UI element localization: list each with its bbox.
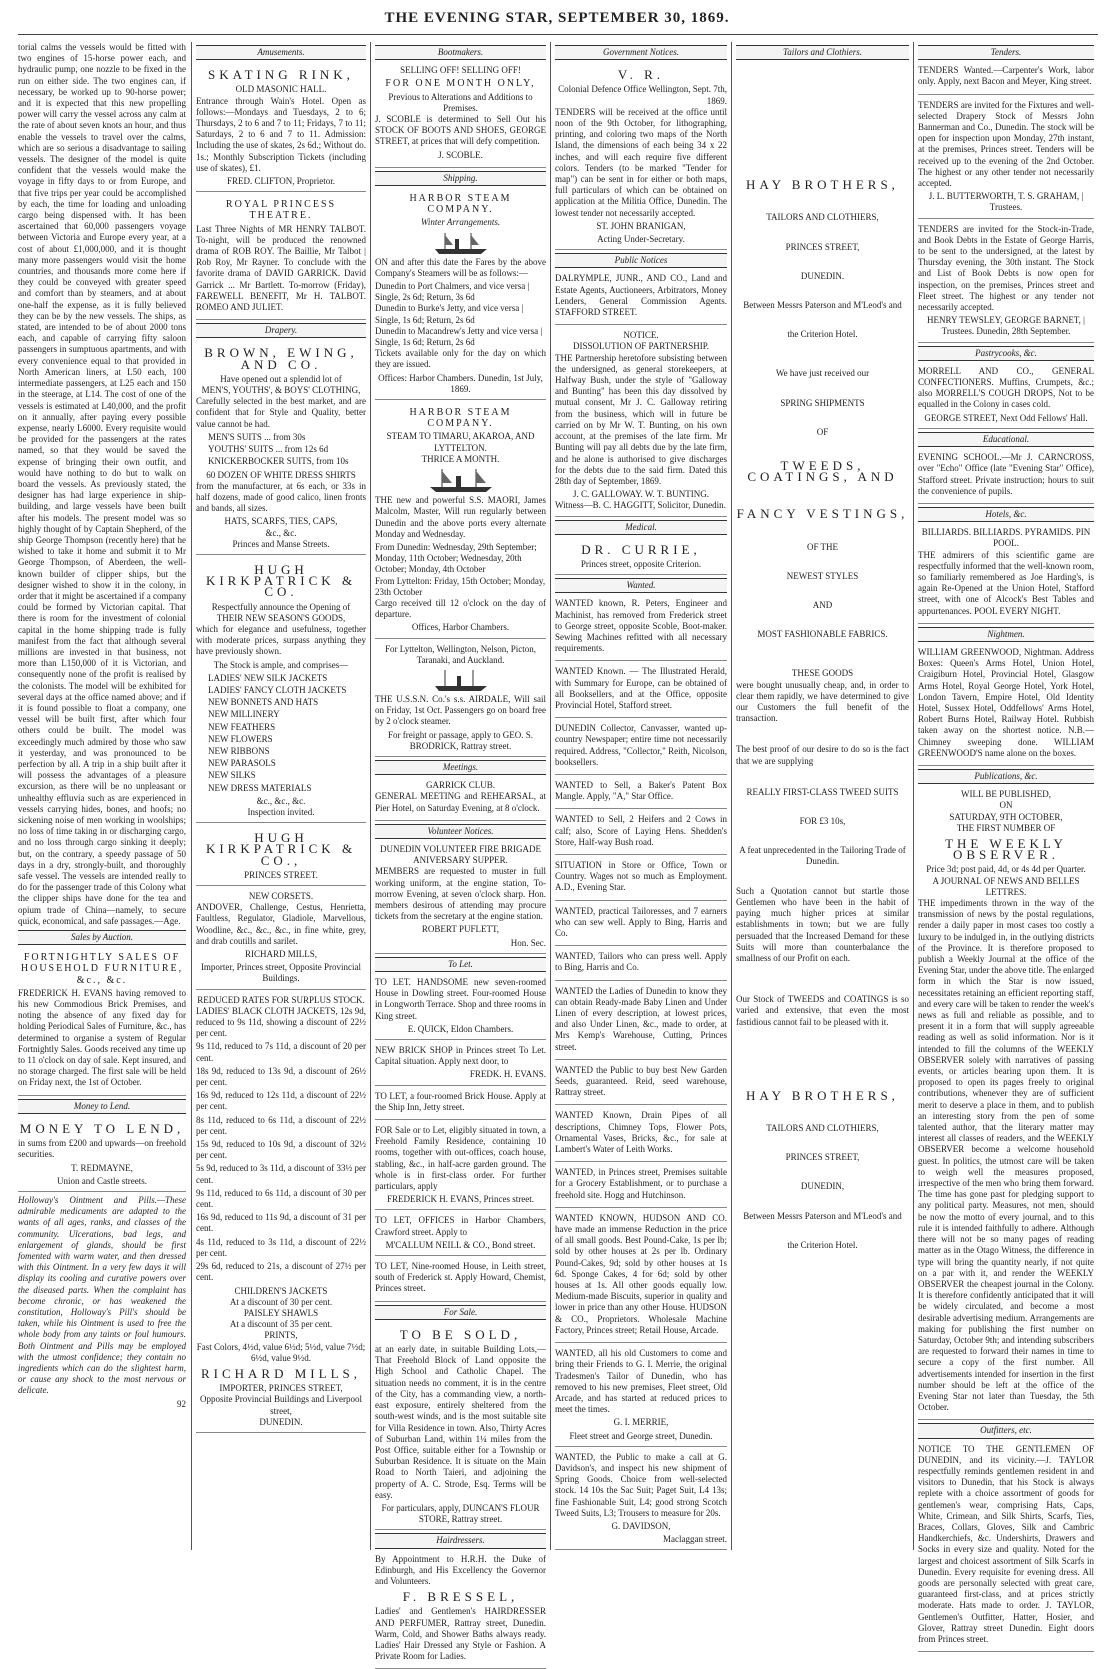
ad-wanted [555,858,727,901]
ad-heading: NEWEST STYLES [786,570,859,581]
ad-city: DUNEDIN, [800,1181,845,1192]
column-divider [191,42,192,1550]
list-item: 29s 6d, reduced to 21s, a discount of 27½ per cent. [196,1261,366,1283]
ad-body: WANTED Known, Drain Pipes of all descriptions, Chimney Tops, Flower Pots, Ornamental Vases, Bricks, &c., for sale at Lambert's Water of Leith Works. [555,1110,727,1155]
ad-harbor-steam-2 [375,403,546,638]
ad-wanted [555,1063,727,1106]
ad-body: TENDERS Wanted.—Carpenter's Work, labor only. Apply, next Bacon and Meyer, King street. [918,65,1094,87]
ad-text: IMPORTER, PRINCES STREET, [219,1383,343,1394]
ad-body: ANDOVER, Challenge, Cestus, Henrietta, Faultless, Regulator, Gladiole, Marvellous, Woodline, &c., &c., &c., in fine white, grey, and drab coutills and sarilet. [196,902,366,946]
ad-text: The Stock is ample, and comprises— [213,659,349,670]
ad-billiards [918,525,1094,624]
section-header-bootmakers: Bootmakers. [375,45,546,60]
ad-title: HAY BROTHERS, [746,177,899,193]
ad-wanted-merrie [555,1346,727,1447]
section-header-shipping: Shipping. [375,171,546,186]
ad-body: WANTED, the Public to make a call at G. Davidson's, and inspect his new shipment of Spring Goods. Choice from well-selected stock. 14 10s the Sac Suit; Paget Suit, L4 13s; fine Fashionable Suit, L4; good strong Scotch Tweed Suits, L3; Trousers to measure for 20s. [555,1451,727,1518]
ad-hugh-kirkpatrick [196,558,366,823]
section-header-tailors: Tailors and Clothiers. [736,45,909,60]
ad-title: FORTNIGHTLY SALES OF HOUSEHOLD FURNITURE, &c., &c. [20,952,184,986]
column-3 [375,42,546,1662]
ad-evening-school [918,450,1094,504]
ad-text: OF [816,426,829,437]
ad-money-to-lend [18,1117,186,1192]
ad-wanted [555,984,727,1060]
ad-body: NEW BRICK SHOP in Princes street To Let. Capital situation. Apply next door, to [375,1045,546,1067]
ad-title: DUNEDIN VOLUNTEER FIRE BRIGADE ANIVERSARY SUPPER. [379,843,542,866]
ad-heading: MOST FASHIONABLE FABRICS. [757,629,888,640]
ad-body: TO LET, a four-roomed Brick House. Apply at the Ship Inn, Jetty street. [375,1090,546,1112]
ad-title: HARBOR STEAM COMPANY. [409,193,512,216]
section-header-wanted: Wanted. [555,578,727,593]
ad-wanted [555,904,727,947]
ad-title: NOTICE. [623,330,659,341]
ad-harbor-steam [375,189,546,400]
ad-reduced-rates [196,993,366,1433]
ad-body: WANTED the Ladies of Dunedin to know they can obtain Ready-made Baby Linen and Under Linen of every description, at lowest prices, and also Under Linen, &c., made to order, at Mrs Kemp's Warehouse, Cutting, Princes street. [555,985,727,1052]
ad-address: Opposite Provincial Buildings and Liverpool street, [200,1394,362,1416]
ad-heading: REDUCED RATES FOR SURPLUS STOCK. [197,994,365,1005]
ad-body: EVENING SCHOOL.—Mr J. CARNCROSS, over "Echo" Office (late "Evening Star" Office), Stafford street. Private instruction; hours to suit the convenience of pupils. [918,452,1094,496]
ad-taylor [918,1442,1094,1653]
ad-body: WANTED known, R. Peters, Engineer and Machinist, has removed from Frederick street to George street, opposite Scoble, Boot-maker. Sewing Machines refitted with all necessary requirements. [555,598,727,654]
list-item: From Dunedin: Wednesday, 29th September; Monday, 11th October; Wednesday, 20th October; Monday, 4th October [375,541,537,575]
ad-body: SITUATION in Store or Office, Town or Country. Wages not so much as Employment. A.D., Evening Star. [555,859,727,893]
ad-corsets [196,889,366,990]
ad-address: Fleet street and George street, Dunedin. [569,1430,713,1441]
list-item: MEN'S SUITS ... from 30s [208,431,306,442]
section-header-outfitters: Outfitters, etc. [918,1423,1094,1438]
ad-wanted-davidson [555,1450,727,1551]
ad-body: WANTED Known. — The Illustrated Herald, with Summary for Europe, can be obtained of all Booksellers, and at the Office, opposite Provincial Hotel, Stafford street. [555,666,727,710]
column-1 [18,42,186,1552]
ad-address: the Criterion Hotel. [787,329,858,340]
ad-body: NOTICE TO THE GENTLEMEN OF DUNEDIN, and its vicinity.—J. TAYLOR respectfully reminds gentlemen resident in and visitors to Dunedin, that his Stock is always replete with a choice assortment of goods for gentlemen's wear, comprising Hats, Caps, White, Crimean, and Silk Shirts, Scarfs, Ties, Braces, Collars, Gloves, Silk and Cambric Handkerchiefs, &c. Undershirts, Drawers and Socks in every size and quality. Noted for the largest and choicest assortment of Silk Scarfs in Dunedin. Every requisite for evening dress. All goods are personally selected with great care, guaranteed first-class, and at prices strictly moderate. Hats made to order. J. TAYLOR, Gentlemen's Outfitter, Hatter, Hosier, and Glover, Rattray street Dunedin. Eight doors from Princes street. [918,1443,1094,1644]
ad-title: BROWN, EWING, AND CO. [204,345,358,372]
ad-body: TO LET. HANDSOME new seven-roomed House in Dowling street. Four-roomed House in Longworth Terrace. Shop and three rooms in King street. [375,977,546,1021]
ad-street: PRINCES STREET, [785,241,860,252]
ad-body: WANTED the Public to buy best New Garden Seeds, guaranteed. Reid, seed warehouse, Rattray street. [555,1064,727,1098]
column-5 [736,42,909,1552]
section-header-meetings: Meetings. [375,760,546,775]
ad-body: TENDERS are invited for the Fixtures and well-selected Drapery Stock of Messrs John Bannerman and Co., Dunedin. The stock will be open for inspection upon Monday, 27th instant, at the premises, Princes street. Tenders will be received up to the evening of the 2nd October. The highest or any other tender not necessarily accepted. [918,99,1094,189]
section-header-amusements: Amusements. [196,45,366,60]
list-item: 5s 9d, reduced to 3s 11d, a discount of 33½ per cent. [196,1163,366,1185]
ad-price: FOR £3 10s, [799,816,846,827]
list-item: Dunedin to Macandrew's Jetty and vice versa | Single, 1s 6d; Return, 2s 6d [375,325,543,348]
ad-price: Price 3d; post paid, 4d, or 4s 4d per Quarter. [926,864,1086,875]
ad-heading: 60 DOZEN OF WHITE DRESS SHIRTS [206,469,356,480]
ad-heading: PRINTS, [264,1330,298,1341]
ad-heading: CHILDREN'S JACKETS [234,1285,328,1296]
ad-text: Have opened out a splendid lot of [220,373,342,384]
ad-title: F. BRESSEL, [402,1589,519,1605]
section-header-medical: Medical. [555,520,727,535]
ad-signature: T. REDMAYNE, [71,1162,133,1173]
list-item: LADIES' BLACK CLOTH JACKETS, 12s 9d, reduced to 9s 11d, showing a discount of 22½ per cent. [196,1005,366,1039]
ad-address: PRINCES STREET. [244,869,318,880]
ad-body: WANTED, Tailors who can press well. Apply to Bing, Harris and Co. [555,951,727,973]
ad-signature: FRED. CLIFTON, Proprietor. [226,176,336,187]
ad-signature: For particulars, apply, DUNCAN'S FLOUR STORE, Rattray street. [381,1502,540,1525]
ad-body: THE Partnership heretofore subsisting between the undersigned, as general storekeepers, at Halfway Bush, under the style of "Galloway and Bunting" has been this day dissolved by mutual consent, Mr J. C. Galloway retiring from the business, which will in future be carried on by Mr W. T. Bunting, on his own account, at the premises of the late firm. Mr Bunting will pay all debts due by the late firm, and he alone is authorised to give discharges for the debts due to the said firm. Dated this 28th day of September, 1869. [555,352,727,486]
ad-wanted [555,1211,727,1343]
ad-signature: J. L. BUTTERWORTH, T. S. GRAHAM, | Trustees. [928,191,1084,213]
suit-price-list [208,432,366,468]
ad-text: Inspection invited. [247,806,315,817]
ad-title: ROYAL PRINCESS THEATRE. [225,199,337,222]
ad-note: Tickets available only for the day on which they are issued. [375,348,546,370]
list-item: 18s 9d, reduced to 13s 9d, a discount of 26½ per cent. [196,1065,366,1088]
ad-signature: ROBERT PUFLETT, [421,924,500,935]
ad-body: THE U.S.S.N. Co.'s s.s. AIRDALE, Will sail on Friday, 1st Oct. Passengers go on board free by 2 o'clock steamer. [375,693,546,727]
list-item: LADIES' FANCY CLOTH JACKETS [208,684,347,695]
masthead: THE EVENING STAR, SEPTEMBER 30, 1869. [384,10,730,26]
ad-scoble [375,63,546,168]
ad-subtitle: THRICE A MONTH. [421,453,500,464]
ad-body: THE new and powerful S.S. MAORI, James Malcolm, Master, Will run regularly between Dunedin and the above ports every alternate Monday and Wednesday. [375,495,546,539]
ad-signature: G. I. MERRIE, [613,1417,669,1428]
section-header-for-sale: For Sale. [375,1305,546,1320]
list-item: NEW FLOWERS [208,733,273,744]
ad-title: HUGH KIRKPATRICK & CO., [205,830,357,868]
ad-weekly-observer [918,787,1094,1420]
ad-address: Between Messrs Paterson and M'Leod's and [743,300,902,311]
ad-garrick-club [375,778,546,821]
ad-body: FOR Sale or to Let, eligibly situated in town, a Freehold Family Residence, containing 10 rooms, together with out-offices, coach house, stabling, &c., in half-acre garden ground. The whole is in first-class order. For further particulars, apply [375,1125,546,1192]
section-header-hairdressers: Hairdressers. [375,1533,546,1548]
steamship-icon [431,231,491,255]
ad-body: MEMBERS are requested to muster in full working uniform, at the engine station, To-morrow Evening, at seven o'clock sharp. Hon. members desirous of attending may procure tickets from the secretary at the engine station. [375,866,546,922]
ad-body: were bought unusually cheap, and, in order to clear them rapidly, we have determined to give our Customers the full benefit of the transaction. [736,679,909,724]
ad-title: GARRICK CLUB. [425,780,495,791]
ad-heading: HATS, SCARFS, TIES, CAPS, [224,516,338,527]
ad-body: in sums from £200 and upwards—on freehold securities. [18,1138,186,1160]
ad-street: PRINCES STREET, [785,1152,860,1163]
ad-body: FREDERICK H. EVANS having removed to his new Commodious Brick Premises, and noting the absence of any fixed day for holding Periodical Sales of Furniture, &c., has determined to organise a system of Regular Fortnightly Sales. Goods received any time up to 11 o'clock on day of sale. Kept insured, and no storage charged. The first sale will be held on Friday next, the 1st of October. [18,987,186,1088]
ad-city: DUNEDIN. [800,270,845,281]
column-divider [913,42,914,1550]
ad-signature: J. SCOBLE. [438,149,483,160]
list-item: NEW SILKS [208,770,256,781]
section-header-hotels: Hotels, &c. [918,507,1094,522]
ad-body: GENERAL MEETING and REHEARSAL, at Pier Hotel, on Saturday Evening, at 8 o'clock. [375,791,546,813]
column-divider [731,42,732,1550]
ad-title: BILLIARDS. BILLIARDS. PYRAMIDS. PIN POOL. [921,527,1091,549]
list-item: From Lyttelton: Friday, 15th October; Monday, 23th October [375,575,546,597]
ad-text: We have just received our [775,368,870,379]
ad-text: &c., &c. [265,527,297,538]
ad-heading: THESE GOODS [791,668,854,679]
list-item: Dunedin to Burke's Jetty, and vice versa | Single, 1s 6d; Return, 2s 6d [375,303,524,325]
ad-signature: E. QUICK, Eldon Chambers. [407,1023,514,1034]
list-item: YOUTHS' SUITS ... from 12s 6d [208,444,329,455]
ad-heading: SPRING SHIPMENTS [780,397,865,408]
ad-address: Union and Castle streets. [57,1175,147,1186]
ad-title: V. R. [617,67,665,83]
ad-dalrymple [555,271,727,325]
ad-heading: THEIR NEW SEASON'S GOODS, [216,612,346,623]
list-item: 15s 9d, reduced to 10s 9d, a discount of 32½ per cent. [196,1139,366,1161]
ad-bressel [375,1552,546,1669]
ad-body: WANTED to Sell, a Baker's Patent Box Mangle. Apply, "A," Star Office. [555,779,727,802]
ad-wanted [555,812,727,855]
page-number: 92 [177,1398,186,1409]
section-header-publications: Publications, &c. [918,769,1094,784]
ad-body: WILLIAM GREENWOOD, Nightman. Address Boxes: Queen's Arms Hotel, Union Hotel, Craigiburn Hotel, Provincial Hotel, Glasgow Arms Hotel, Royal George Hotel, York Hotel, London Tavern, Empire Hotel, Old Identity Hotel, Sussex Hotel, Oddfellows' Arms Hotel, Robert Burns Hotel, Railway Hotel. Rubbish taken away on the shortest notice. N.B.—Chimney sweeping done. WILLIAM GREENWOOD'S name alone on the boxes. [918,646,1094,758]
ad-subtitle: Winter Arrangements. [420,217,501,228]
ad-address: the Criterion Hotel. [787,1239,858,1250]
ad-let-5 [375,1213,546,1256]
ad-text: At a discount of 35 per cent. [229,1319,333,1330]
column-2 [196,42,366,1552]
ad-wanted [555,949,727,980]
list-item: NEW FEATHERS [208,721,276,732]
ad-address: Princes and Manse Streets. [232,538,330,549]
ad-title: THE WEEKLY OBSERVER. [945,835,1067,863]
list-item: 16s 9d, reduced to 12s 11d, a discount of 22½ per cent. [196,1090,366,1112]
ad-body: WANTED KNOWN, HUDSON AND CO. have made an immense Reduction in the price of all small goods. Best Pound-Cake, 1s per lb; sold by other houses at 2s per lb. Ordinary Pound-Cakes, 9d; sold by other houses at 1s 6d. Sponge Cakes, 4 for 6d; sold by other houses at 1s. All other goods equally low. Medium-made Biscuits, superior in quality and lower in price than any other House. HUDSON & CO., Proprietors. Wholesale Machine Factory, Princes street; Retail House, Arcade. [555,1212,727,1335]
section-header-sales: Sales by Auction. [18,930,186,945]
ad-body: from the manufacturer, at 6s each, or 33s in half dozens, made of good calico, linen fronts and bands, all sizes. [196,480,366,514]
ad-dr-currie [555,538,727,575]
list-item: KNICKERBOCKER SUITS, from 10s [208,456,349,467]
ad-address: Importer, Princes street, Opposite Provincial Buildings. [200,962,362,984]
section-header-to-let: To Let. [375,957,546,972]
ad-signature: RICHARD MILLS, [200,1365,361,1381]
ad-furniture-sales [18,948,186,1095]
ad-body: THE admirers of this scientific game are respectfully informed that the well-known room, so familiarly remembered as Joe Harding's, is again Re-Opened at the Union Hotel, Stafford street, with one of Alcock's Best Tables and appurtenances. POOL EVERY NIGHT. [918,549,1094,616]
ad-fire-brigade [375,842,546,954]
ad-title: SELLING OFF! SELLING OFF! [400,65,521,76]
ad-body: TENDERS are invited for the Stock-in-Trade, and Book Debts in the Estate of George Harris, to be sent to the undersigned, at the latest by Thursday evening, the 30th instant. The Stock and List of Book Debts is now open for inspection, on the premises, Princes street and Fleet street. The highest or any tender not necessarily accepted. [918,223,1094,313]
ad-body: TENDERS will be received at the office until noon of the 9th October, for lithographing, printing, and coloring two maps of the North Island, the dimensions of each being 34 x 22 inches, and will each require five different colors. Tenders (to be marked "Tender for map") can be sent in for either or both maps, full particulars of which can be obtained on application at the Militia Office, Dunedin. The lowest tender not necessarily accepted. [555,106,727,218]
ad-signature: For freight or passage, apply to GEO. S. BRODRICK, Rattray street. [388,729,533,751]
ad-body: J. SCOBLE is determined to Sell Out his STOCK OF BOOTS AND SHOES, GEORGE STREET, at prices that will defy competition. [375,114,546,147]
ad-address: Between Messrs Paterson and M'Leod's and [743,1210,902,1221]
ad-text: ON [999,800,1013,811]
ad-body: which for elegance and usefulness, together with moderate prices, surpass anything they have previously shown. [196,623,366,657]
ad-wanted [555,596,727,661]
ad-signature: RICHARD MILLS, [244,949,317,960]
ad-text: AND [812,600,833,611]
ad-brown-ewing [196,341,366,554]
ad-body: TO LET, Nine-roomed House, in Leith street, south of Frederick st. Apply Howard, Chemist, Princes street. [375,1261,546,1294]
ad-signature: G. DAVIDSON, [611,1520,671,1531]
list-item: NEW RIBBONS [208,745,270,756]
ad-wanted [555,664,727,718]
section-header-educational: Educational. [918,432,1094,447]
ad-greenwood [918,645,1094,766]
ad-body: TO LET, OFFICES in Harbor Chambers, Crawford street. Apply to [375,1215,546,1237]
ad-title: HUGH KIRKPATRICK & CO. [205,561,357,600]
ad-heading: TWEEDS, COATINGS, AND [747,458,898,485]
ad-address: GEORGE STREET, Next Odd Fellows' Hall. [924,412,1088,423]
ad-heading: NEW CORSETS. [248,891,314,901]
ad-heading: MEN'S, YOUTHS', & BOYS' CLOTHING, [201,385,361,396]
ad-city: DUNEDIN. [259,1416,303,1427]
section-header-volunteer: Volunteer Notices. [375,824,546,839]
ad-wanted [555,778,727,809]
ad-title: TO BE SOLD, [399,1326,522,1342]
ad-airdale [375,642,546,757]
ad-address: Offices, Harbor Chambers. [411,622,510,633]
ad-skating-rink [196,63,366,192]
column-divider [370,42,371,1550]
column-divider [550,42,551,1550]
ad-let-4 [375,1123,546,1210]
column-6 [918,42,1095,1644]
ad-tender [918,63,1094,94]
ad-heading: FOR ONE MONTH ONLY, [385,78,536,90]
ad-text: For Lyttelton, Wellington, Nelson, Picton, Taranaki, and Auckland. [384,643,537,665]
list-item: Dunedin to Port Chalmers, and vice versa | Single, 2s 6d; Return, 3s 6d [375,281,530,303]
list-item: 4s 11d, reduced to 3s 11d, a discount of 22½ per cent. [196,1236,366,1258]
ad-subtitle: Previous to Alterations and Additions to Premises. [388,91,533,113]
ad-text: THE FIRST NUMBER OF [956,822,1056,833]
ad-note: Cargo received till 12 o'clock on the day of departure. [375,597,546,620]
section-header-tenders: Tenders. [918,45,1094,60]
ad-subtitle: OLD MASONIC HALL. [235,84,327,95]
ad-subtitle: STEAM TO TIMARU, AKAROA, AND LYTTELTON. [386,431,535,453]
holloway-notice: Holloway's Ointment and Pills.—These admirable medicaments are adapted to the wants of all ages, ranks, and classes of the community. Ulcerations, bad legs, and enlargement of glands, should be first fomented with warm water, and then dressed with this Ointment. In a very few days it will display its cooling and curative powers over the diseased parts. When the complaint has become chronic, or has weakened the constitution, Holloway's Pill's should be taken, while his Ointment is used to free the whole body from any taints or foul humours. Both Ointment and Pills may be employed with the utmost confidence; they contain no ingredients which can do the slightest harm, or cause any shock to the most nervous or delicate. [18,1194,186,1396]
list-item: 9s 11d, reduced to 6s 11d, a discount of 30 per cent. [196,1187,366,1210]
ad-body: MORRELL AND CO., GENERAL CONFECTIONERS. Muffins, Crumpets, &c.; also MORRELL'S COUGH DROPS, Not to be equalled in the Colony in cases cold. [918,365,1094,410]
section-header-nightmen: Nightmen. [918,627,1094,642]
ad-body: Last Three Nights of MR HENRY TALBOT. To-night, will be produced the renowned drama of ROB ROY. The Baillie, Mr Talbot | Rob Roy, Mr Rayner. To conclude with the favorite drama of DAVID GARRICK. David Garrick ... Mr Bartlett. To-morrow (Friday), FAREWELL BENEFIT, Mr H. TALBOT. ROMEO AND JULIET. [196,223,366,313]
steamship-icon [426,467,496,493]
ad-text: OF THE [806,541,839,552]
list-item: NEW PARASOLS [208,758,276,769]
section-header-drapery: Drapery. [196,323,366,338]
ad-body: WANTED to Sell, 2 Heifers and 2 Cows in calf; also, Score of Laying Hens. Shedden's Store, Half-way Bush road. [555,814,727,847]
ad-body: WANTED, in Princes street, Premises suitable for a Grocery Establishment, or to purchase a freehold site. Hogg and Hutchinson. [555,1167,727,1200]
ad-address: Offices: Harbor Chambers. Dunedin, 1st July, 1869. [378,372,543,394]
ad-dateline: Colonial Defence Office Wellington, Sept. 7th, 1869. [558,84,727,106]
ad-subtitle: TAILORS AND CLOTHIERS, [766,212,879,223]
ad-hugh-kirkpatrick-corsets [196,826,366,886]
ad-let-1 [375,975,546,1040]
ad-title: HARBOR STEAM COMPANY. [409,407,512,430]
ad-title: MONEY TO LEND, [19,1120,185,1136]
ad-text: Fast Colors, 4½d, value 6½d; 5½d, value 7½d; 6½d, value 9½d. [196,1341,366,1363]
list-item: 8s 11d, reduced to 6s 11d, a discount of 22½ per cent. [196,1114,366,1136]
steamship-icon [431,668,491,692]
ad-wanted [555,1108,727,1162]
ad-let-6 [375,1259,546,1302]
ad-text: Respectfully announce the Opening of [211,601,351,612]
ad-to-be-sold [375,1323,546,1530]
ad-dissolution [555,328,727,516]
list-item: NEW MILLINERY [208,709,280,720]
ad-signature: FREDERICK H. EVANS, Princes street. [386,1194,535,1205]
ad-wanted [555,1165,727,1208]
ad-body: at an early date, in suitable Building Lots,— That Freehold Block of Land opposite the High School and Catholic Chapel. The situation needs no comment, it is in the centre of the City, has a commanding view, a north-east exposure, entirely sheltered from the south-west winds, and is the most suitable site for Villa Residence in town. Also, Thirty Acres of Suburban Land, within 1¼ miles from the Post Office, suitable either for a Township or Suburban Residence. It is situate on the Main Road to North Taieri, and adjoining the property of A. C. Strode, Esq. Terms will be easy. [375,1344,546,1500]
ad-wanted [555,721,727,775]
ad-signature: ST. JOHN BRANIGAN, [596,220,686,231]
ad-text: A feat unprecedented in the Tailoring Trade of Dunedin. [739,845,906,867]
ad-title: HAY BROTHERS, [746,1087,899,1103]
ad-text: At a discount of 30 per cent. [229,1296,333,1307]
ad-defence-office [555,63,727,250]
ad-heading: PAISLEY SHAWLS [243,1307,319,1318]
ad-heading: SATURDAY, 9TH OCTOBER, [949,811,1063,822]
section-header-government: Government Notices. [555,45,727,60]
ad-signature: M'CALLUM NEILL & CO., Bond street. [385,1239,536,1250]
ad-let-3 [375,1089,546,1120]
ad-body: Entrance through Wain's Hotel. Open as follows:—Mondays and Tuesdays, 2 to 6; Thursdays, 2 to 6 and 7 to 11; Fridays, 7 to 11; Saturdays, 2 to 6 and 7 to 11. Admission: Including the use of skates, 2s 6d.; Without do. 1s.; Monthly Subscription Tickets (including use of skates), £1. [196,95,366,173]
list-item: NEW DRESS MATERIALS [208,782,312,793]
section-header-pastrycooks: Pastrycooks, &c. [918,346,1094,361]
ad-heading: DISSOLUTION OF PARTNERSHIP. [573,341,709,352]
section-header-money: Money to Lend. [18,1099,186,1114]
list-item: LADIES' NEW SILK JACKETS [208,672,328,683]
ad-body: DALRYMPLE, JUNR., AND CO., Land and Estate Agents, Auctioneers, Arbitrators, Money Lenders, General Commission Agents. STAFFORD STREET. [555,273,727,318]
ad-subtitle: A JOURNAL OF NEWS AND BELLES LETTRES. [932,875,1080,897]
ad-title: DR. CURRIE, [581,541,701,557]
ad-body: By Appointment to H.R.H. the Duke of Edinburgh, and His Excellency the Governor and Volunteers. [375,1553,546,1586]
ad-signature-title: Hon. Sec. [510,937,546,948]
article-text: torial calms the vessels would be fitted with two engines of 15-horse power each, and hydraulic pump, one nozzle to be fixed in the run on either side. The two engines can, if necessary, be worked up to 90-horse power; and it is expected that this new propelling power will carry the vessel across any calm at the rate of about seven knots an hour, and thus enable the vessels to travel over the calms, which are so serious a disadvantage to sailing vessels. The designer of the model is quite confident that the vessels would make the voyage in fifty days to or from Europe, and that five trips per year could be accomplished by each, the time for loading and unloading cargo being dispensed with. It has been ascertained that 60,000 passengers voyage between Victoria and Europe every year, at a cost of about £1,000,000, and it is thought many more passengers would visit the home countries, and thousands more come here if they could be conveyed with greater speed and comfort than by steamers, and at about one-half the expense, as it is fully believed they can be by the new vessels. The ships, as stated, are intended to be of about 2000 tons each, and capable of carrying fifty saloon passengers in sumptuous apartments, and with every convenience equal to that provided in North American liners, at L50 each, 100 intermediate passengers, at L25 each and 150 in the steerage, at L14. The cost of one of the vessels is estimated at L40,000, and the profit on it annually, after paying every possible expense, nearly L6000. Every requisite would be provided for the passengers at the rates named, so that they would be saved the expense of bringing their own outfit, and would have nothing to do but to walk on board the vessels. As previously stated, the designer has had large experience in ship-building, and large vessels have been built after his models. The present model was so highly thought of by Captain Shepherd, of the ship George Thompson (recently here) that he wished to take it home and submit it to Mr George Thompson, of Aberdeen, the well-known builder of clipper ships, but the designer wished to show it in the colony, in order that it might be ascertained if a company could be formed by Victorian capital. That there is room for the investment of colonial capital in the home shipping trade is fully manifest from the fact that although several millions are invested in that business, not more than L150,000 of it is Victorian, and consequently none of the profit is realised by the colonists. The model will be exhibited for several days at the office named above; and if it is found possible to float a company, one vessel will be built first, after which four others could be built. The model was exceedingly much admired by those who saw it yesterday, and was pronounced to be perfection by all. A trip in a ship built after it will possess the advantages of a pleasure excursion, as there will be no unpleasant or unhealthy effluvia such as are experienced in vessels carrying hides, bones, and hoofs; no sickening noise of men working in woolships; no loss of time taking in or discharging cargo, and no loss through cargo sinking it deeply; but, on the contrary, a speedy passage of 50 days in a dry, strongly-built, and thoroughly safe vessel. The vessels are intended really to do for the passenger trade of this Colony what the clipper ships have done for the tea and opium trade of China—namely, to secure quick, economical, and safe passages.—Age. [18,42,186,926]
ad-heading: WILL BE PUBLISHED, [961,789,1051,800]
ad-text: &c., &c., &c. [256,795,306,806]
ad-body: THE impediments thrown in the way of the transmission of news by the postal regulations, render a daily paper in most cases too costly a luxury to be indulged in, in the outlying districts of the Province. It is therefore proposed to publish a Weekly Journal at the office of the Evening Star, under the above title. The enlarged form in which the Star is now issued, necessitates retaining an efficient reporting staff, and every care will be taken to render the week's news as full and reliable as possible, and to present it in a form that will supply agreeable reading as well as solid information. Nor is it intended to fill the columns of the WEEKLY OBSERVER solely with narratives of passing events, or articles bearing upon them. It is proposed to open its pages freely to original contributions, whenever they are of sufficient merit to deserve a place in them, and to publish an interesting story from the pen of some talented author, that the literary matter may interest all classes of readers, and the WEEKLY OBSERVER become a welcome household guest. In politics, the utmost care will be taken to weigh well the measures proposed, irrespective of the men who bring them forward. The time has gone past for pledging support to any political party. Measures, not men, should be now the motto of every journal, and to this rule it is intended faithfully to adhere. Although there will not be so many pages of reading matter as in the Otago Witness, the difference in type will bring the quantity nearly, if not quite on a par with it, and render the WEEKLY OBSERVER the cheapest journal in the Colony. It is therefore confidently anticipated that it will be widely circulated, and become a most desirable advertising medium. Arrangements are making for publishing the first number on Saturday, October 9th; and intending subscribers are requested to forward their names in time to secure a copy of the first number. All advertisements intended for insertion in the first number should be left at the office of the Evening Star not later than Tuesday, the 5th October. [918,898,1095,1413]
ad-tender [918,222,1094,343]
ad-tender [918,98,1094,219]
ad-body: WANTED, all his old Customers to come and bring their Friends to G. I. Merrie, the original Tradesmen's Tailor of Dunedin, who has removed to his new premises, Fleet street, Old Arcade, and has started at reduced prices to meet the times. [555,1348,727,1415]
list-item: NEW BONNETS AND HATS [208,697,319,708]
ad-signature-title: Acting Under-Secretary. [597,234,685,245]
ad-body: ON and after this date the Fares by the above Company's Steamers will be as follows:— [375,256,546,278]
ad-heading: REALLY FIRST-CLASS TWEED SUITS [746,786,899,797]
ad-signature: J. C. GALLOWAY. W. T. BUNTING. [573,489,709,500]
ad-body: Ladies' and Gentlemen's HAIRDRESSER AND PERFUMER, Rattray street, Dunedin. Warm, Cold, and Shower Baths always ready. Ladies' Hair Dressed any Style or Fashion. A Private Room for Ladies. [375,1606,546,1662]
list-item: 9s 11d, reduced to 7s 11d, a discount of 20 per cent. [196,1041,366,1063]
ad-let-2 [375,1043,546,1086]
column-4 [555,42,727,1552]
ad-heading: FANCY VESTINGS, [736,506,909,522]
ad-body: WANTED, practical Tailoresses, and 7 earners who can sew well. Apply to Bing, Harris and Co. [555,905,727,938]
ad-signature: HENRY TEWSLEY, GEORGE BARNET, | Trustees. Dunedin, 28th September. [927,315,1085,337]
ad-address: Maclaggan street. [663,1534,727,1545]
ad-witness: Witness—B. C. HAGGITT, Solicitor, Dunedin. [555,500,726,511]
ad-body: The best proof of our desire to do so is the fact that we are supplying [736,744,909,766]
ad-body: Carefully selected in the best market, and are confident that for Style and Quality, better value cannot be had. [196,396,366,429]
stock-list [208,673,366,794]
ad-signature: FREDK. H. EVANS. [469,1069,546,1080]
ad-subtitle: TAILORS AND CLOTHIERS, [766,1122,879,1133]
ad-address: Princes street, opposite Criterion. [580,558,702,569]
section-header-public: Public Notices [555,253,727,268]
ad-morrell [918,364,1094,429]
ad-theatre [196,195,366,320]
ad-body: DUNEDIN Collector, Canvasser, wanted up-country Newspaper; entire time not necessarily required. Address, "Collector," Reith, Nicolson, booksellers. [555,723,727,767]
ad-body: Our Stock of TWEEDS and COATINGS is so varied and extensive, that even the most fastidious cannot fail to be pleased with it. [736,994,909,1027]
list-item: 16s 9d, reduced to 11s 9d, a discount of 31 per cent. [196,1212,366,1234]
ad-body: Such a Quotation cannot but startle those Gentlemen who have been in the habit of paying much higher prices at similar establishments in town; but we are fully persuaded that the Increased Demand for these Suits will more than counterbalance the smallness of our Profit on each. [736,885,909,963]
masthead-rule [18,34,1098,35]
ad-title: SKATING RINK, [208,67,354,83]
